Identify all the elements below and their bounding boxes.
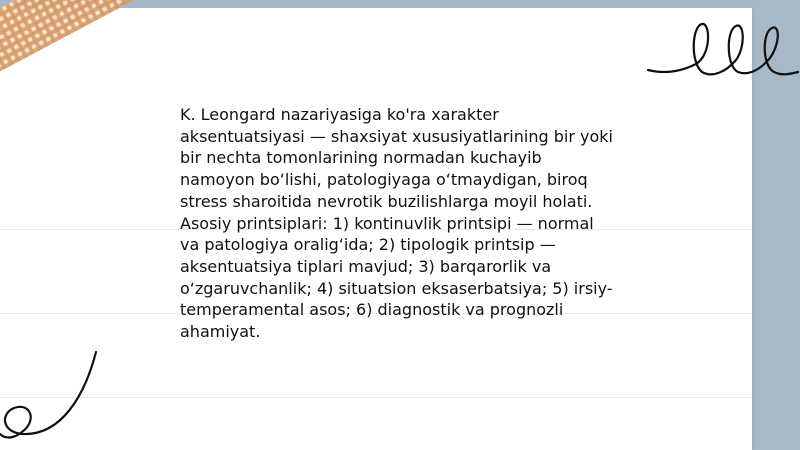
scribble-swirl <box>0 348 110 448</box>
scribble-loops <box>640 14 800 84</box>
ruled-line <box>0 397 752 398</box>
body-text: K. Leongard nazariyasiga ko'ra xarakter aksentuatsiyasi — shaxsiyat xususiyatlarining bir yoki bir nechta tomonlarining normadan kuchayib namoyon bo‘lishi, patologiyaga o‘tmaydigan, biroq stress sharoitida nevrotik buzilishlarga moyil holati. Asosiy printsiplari: 1) kontinuvlik printsipi — normal va patologiya oralig‘ida; 2) tipologik printsip — aksentuatsiya tiplari mavjud; 3) barqarorlik va o‘zgaruvchanlik; 4) situatsion eksaserbatsiya; 5) irsiy- temperamental asos; 6) diagnostik va prognozli ahamiyat. <box>180 105 613 342</box>
